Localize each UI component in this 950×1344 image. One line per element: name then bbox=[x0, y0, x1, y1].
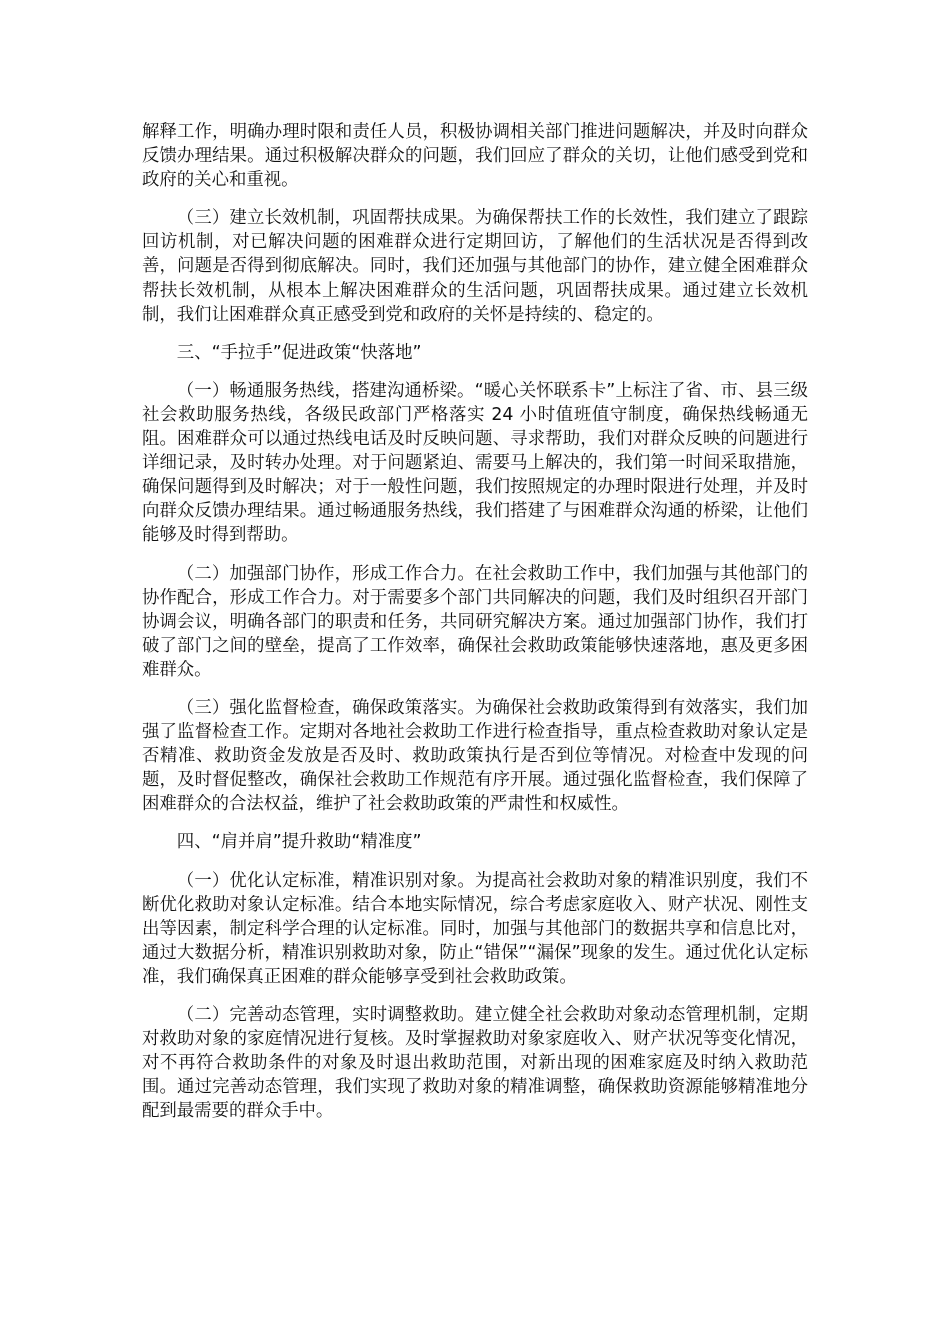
paragraph-continuation: 解释工作，明确办理时限和责任人员，积极协调相关部门推进问题解决，并及时向群众反馈办理结果。通过积极解决群众的问题，我们回应了群众的关切，让他们感受到党和政府的关心和重视。 bbox=[142, 122, 808, 191]
section-heading-4: 四、“肩并肩”提升救助“精准度” bbox=[176, 832, 422, 853]
paragraph-service-hotline: （一）畅通服务热线，搭建沟通桥梁。“暖心关怀联系卡”上标注了省、市、县三级社会救助服务热线，各级民政部门严格落实 24 小时值班值守制度，确保热线畅通无阻。困难群众可以通过热线电话及时反映问题、寻求帮助，我们对群众反映的问题进行详细记录，及时转办处理。对于问题紧迫、需要马上解决的，我们第一时间采取措施，确保问题得到及时解决；对于一般性问题，我们按照规定的办理时限进行处理，并及时向群众反馈办理结果。通过畅通服务热线，我们搭建了与困难群众沟通的桥梁，让他们能够及时得到帮助。 bbox=[142, 380, 808, 546]
paragraph-identification-standard: （一）优化认定标准，精准识别对象。为提高社会救助对象的精准识别度，我们不断优化救助对象认定标准。结合本地实际情况，综合考虑家庭收入、财产状况、刚性支出等因素，制定科学合理的认定标准。同时，加强与其他部门的数据共享和信息比对，通过大数据分析，精准识别救助对象，防止“错保”“漏保”现象的发生。通过优化认定标准，我们确保真正困难的群众能够享受到社会救助政策。 bbox=[142, 870, 808, 987]
section-heading-3: 三、“手拉手”促进政策“快落地” bbox=[176, 342, 422, 363]
paragraph-long-term-mechanism: （三）建立长效机制，巩固帮扶成果。为确保帮扶工作的长效性，我们建立了跟踪回访机制，对已解决问题的困难群众进行定期回访，了解他们的生活状况是否得到改善，问题是否得到彻底解决。同时，我们还加强与其他部门的协作，建立健全困难群众帮扶长效机制，从根本上解决困难群众的生活问题，巩固帮扶成果。通过建立长效机制，我们让困难群众真正感受到党和政府的关怀是持续的、稳定的。 bbox=[142, 208, 808, 325]
paragraph-supervision: （三）强化监督检查，确保政策落实。为确保社会救助政策得到有效落实，我们加强了监督检查工作。定期对各地社会救助工作进行检查指导，重点检查救助对象认定是否精准、救助资金发放是否及时、救助政策执行是否到位等情况。对检查中发现的问题，及时督促整改，确保社会救助工作规范有序开展。通过强化监督检查，我们保障了困难群众的合法权益，维护了社会救助政策的严肃性和权威性。 bbox=[142, 697, 808, 815]
paragraph-department-cooperation: （二）加强部门协作，形成工作合力。在社会救助工作中，我们加强与其他部门的协作配合，形成工作合力。对于需要多个部门共同解决的问题，我们及时组织召开部门协调会议，明确各部门的职责和任务，共同研究解决方案。通过加强部门协作，我们打破了部门之间的壁垒，提高了工作效率，确保社会救助政策能够快速落地，惠及更多困难群众。 bbox=[142, 563, 808, 680]
document-page bbox=[142, 120, 808, 1137]
paragraph-dynamic-management: （二）完善动态管理，实时调整救助。建立健全社会救助对象动态管理机制，定期对救助对象的家庭情况进行复核。及时掌握救助对象家庭收入、财产状况等变化情况，对不再符合救助条件的对象及时退出救助范围，对新出现的困难家庭及时纳入救助范围。通过完善动态管理，我们实现了救助对象的精准调整，确保救助资源能够精准地分配到最需要的群众手中。 bbox=[142, 1005, 808, 1122]
